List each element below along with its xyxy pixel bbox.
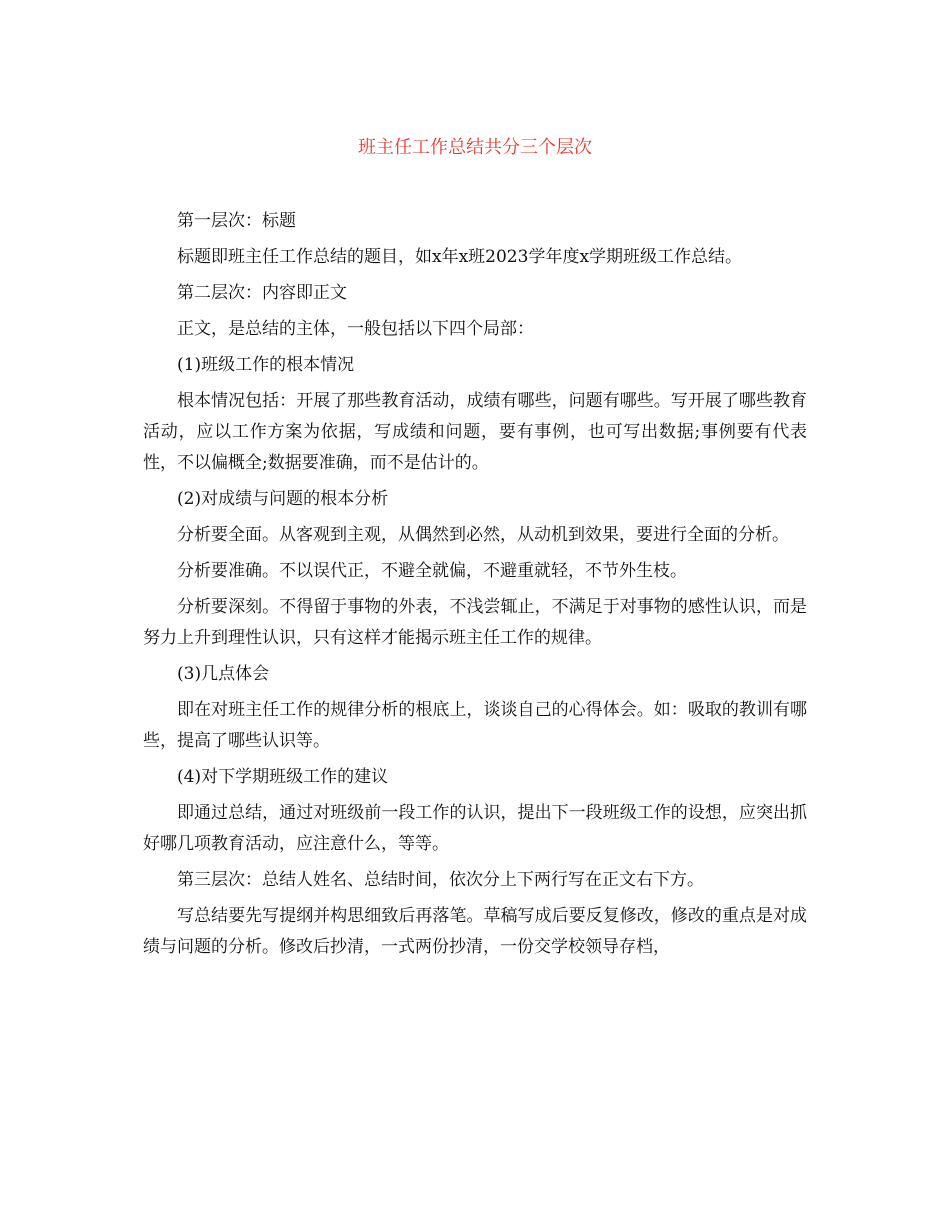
paragraph-subheading-3: (3)几点体会 bbox=[177, 664, 270, 684]
paragraph: 写总结要先写提纲并构思细致后再落笔。草稿写成后要反复修改，修改的重点是对成绩与问题的分析。修改后抄清，一式两份抄清，一份交学校领导存档， bbox=[143, 906, 807, 957]
paragraph-subheading-2: (2)对成绩与问题的根本分析 bbox=[177, 489, 389, 509]
document-body bbox=[143, 206, 807, 968]
paragraph: 即在对班主任工作的规律分析的根底上，谈谈自己的心得体会。如：吸取的教训有哪些，提高了哪些认识等。 bbox=[143, 700, 807, 751]
paragraph: 标题即班主任工作总结的题目，如x年x班2023学年度x学期班级工作总结。 bbox=[177, 247, 743, 267]
paragraph-subheading-1: (1)班级工作的根本情况 bbox=[177, 355, 355, 375]
paragraph: 分析要全面。从客观到主观，从偶然到必然，从动机到效果，要进行全面的分析。 bbox=[177, 525, 789, 545]
paragraph-heading-level1: 第一层次：标题 bbox=[177, 211, 296, 231]
paragraph: 分析要深刻。不得留于事物的外表，不浅尝辄止，不满足于对事物的感性认识，而是努力上升到理性认识，只有这样才能揭示班主任工作的规律。 bbox=[143, 597, 807, 648]
document-title: 班主任工作总结共分三个层次 bbox=[358, 137, 592, 158]
paragraph: 即通过总结，通过对班级前一段工作的认识，提出下一段班级工作的设想，应突出抓好哪几项教育活动，应注意什么，等等。 bbox=[143, 803, 807, 854]
paragraph-subheading-4: (4)对下学期班级工作的建议 bbox=[177, 767, 389, 787]
paragraph: 正文，是总结的主体，一般包括以下四个局部： bbox=[177, 319, 534, 339]
paragraph-heading-level3: 第三层次：总结人姓名、总结时间，依次分上下两行写在正文右下方。 bbox=[177, 870, 704, 890]
paragraph-heading-level2: 第二层次：内容即正文 bbox=[177, 283, 347, 303]
paragraph: 根本情况包括：开展了那些教育活动，成绩有哪些，问题有哪些。写开展了哪些教育活动，应以工作方案为依据，写成绩和问题，要有事例，也可写出数据;事例要有代表性，不以偏概全;数据要准确，而不是估计的。 bbox=[143, 391, 807, 473]
paragraph: 分析要准确。不以误代正，不避全就偏，不避重就轻，不节外生枝。 bbox=[177, 561, 687, 581]
